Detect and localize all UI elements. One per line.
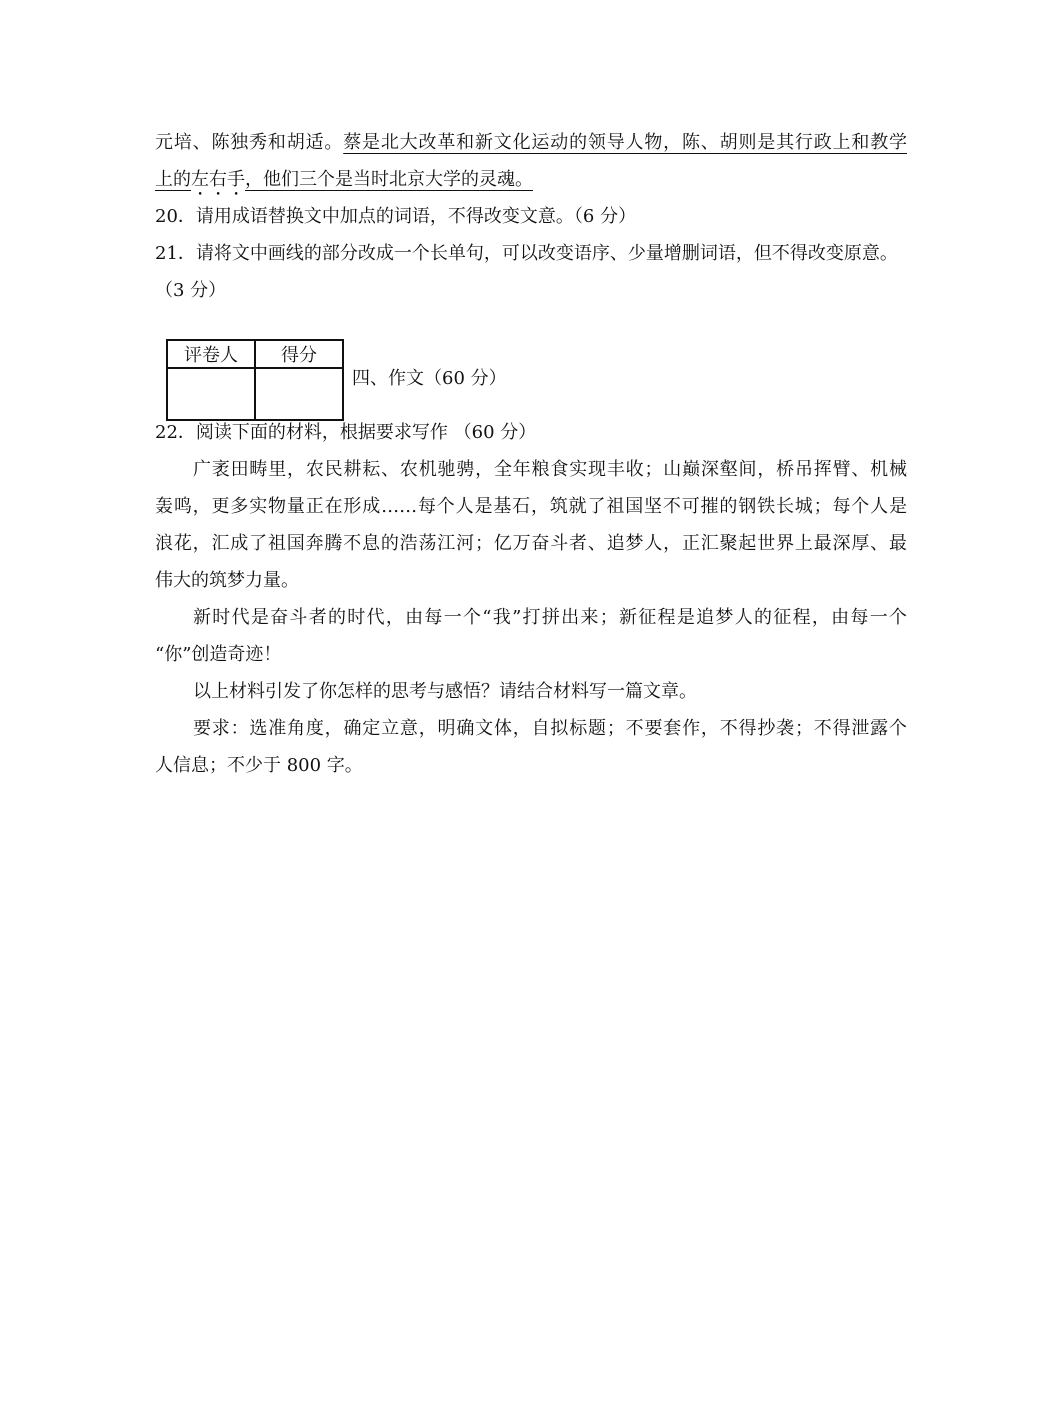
prompt-line: 以上材料引发了你怎样的思考与感悟？请结合材料写一篇文章。 — [193, 681, 697, 702]
underlined-text: 蔡是北大改革和新文化运动的领导人物，陈、胡则是其行政上和教学 — [343, 132, 908, 153]
passage-line-1 — [155, 130, 907, 156]
passage-line-2 — [155, 167, 907, 193]
material-line: 浪花，汇成了祖国奔腾不息的浩荡江河；亿万奋斗者、追梦人，正汇聚起世界上最深厚、最 — [155, 533, 907, 554]
passage-text: 元培、陈独秀和胡适。 — [155, 132, 344, 153]
question-20: 20．请用成语替换文中加点的词语，不得改变文意。（6 分） — [155, 206, 637, 227]
material-line: “你”创造奇迹！ — [155, 644, 282, 665]
question-22-title: 22．阅读下面的材料，根据要求写作 （60 分） — [155, 422, 537, 443]
material-line: 新时代是奋斗者的时代，由每一个“我”打拼出来；新征程是追梦人的征程，由每一个 — [193, 607, 907, 628]
score-header: 得分 — [255, 340, 343, 368]
question-21-score: （3 分） — [155, 280, 227, 301]
requirements-line: 人信息；不少于 800 字。 — [155, 755, 363, 776]
grader-header: 评卷人 — [167, 340, 255, 368]
material-line: 伟大的筑梦力量。 — [155, 570, 299, 591]
grader-cell[interactable] — [167, 368, 255, 420]
grade-table — [166, 339, 344, 421]
underlined-text: 上的 — [155, 169, 191, 190]
material-line: 广袤田畴里，农民耕耘、农机驰骋，全年粮食实现丰收；山巅深壑间，桥吊挥臂、机械 — [193, 459, 907, 480]
question-21: 21．请将文中画线的部分改成一个长单句，可以改变语序、少量增删词语，但不得改变原意。 — [155, 243, 898, 264]
material-line: 轰鸣，更多实物量正在形成……每个人是基石，筑就了祖国坚不可摧的钢铁长城；每个人是 — [155, 496, 907, 517]
requirements-line: 要求：选准角度，确定立意，明确文体，自拟标题；不要套作，不得抄袭；不得泄露个 — [193, 718, 907, 739]
score-cell[interactable] — [255, 368, 343, 420]
section-heading: 四、作文（60 分） — [352, 368, 507, 389]
dotted-words: 左右手 — [191, 169, 245, 190]
underlined-text: ，他们三个是当时北京大学的灵魂。 — [245, 169, 533, 190]
